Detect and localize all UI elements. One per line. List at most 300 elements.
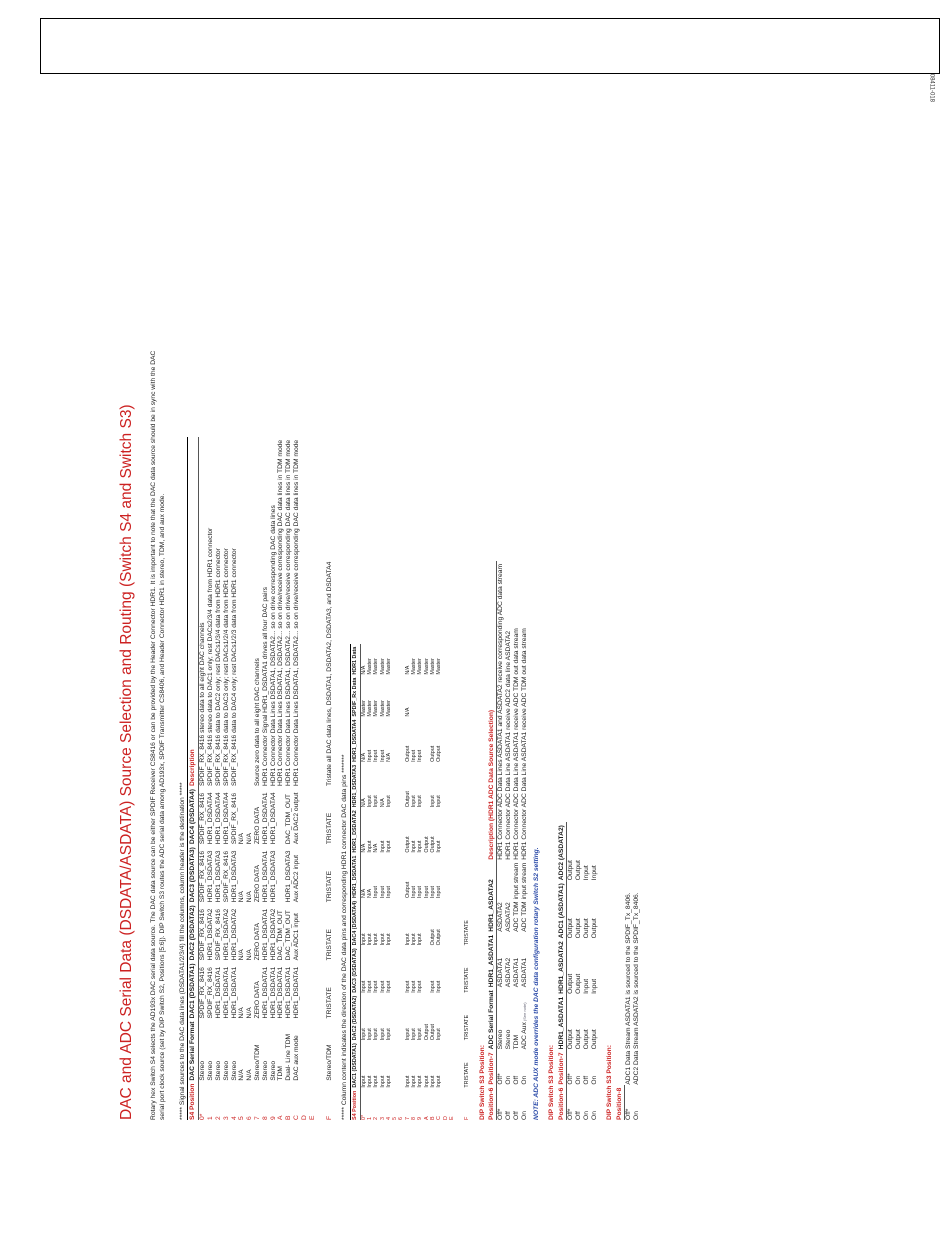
table-cell: TRISTATE bbox=[464, 967, 471, 993]
table-cell: TRISTATE bbox=[464, 1014, 471, 1041]
table-cell: Input bbox=[385, 1028, 392, 1041]
table-cell: Master bbox=[417, 658, 424, 675]
table-cell: Input bbox=[404, 1028, 411, 1041]
table-cell: Output bbox=[436, 745, 443, 762]
page-title: DAC and ADC Serial Data (DSDATA/ASDATA) Source Selection and Routing (Switch S4 and Switch S3) bbox=[118, 404, 135, 1120]
table-cell: N/A bbox=[360, 665, 367, 675]
table-cell: Output bbox=[590, 918, 598, 939]
table-cell: Input bbox=[366, 1075, 373, 1088]
column-header: S4 Position bbox=[188, 1081, 199, 1120]
table-row bbox=[285, 437, 293, 1120]
table-cell: Input bbox=[379, 840, 386, 853]
table-cell: Input bbox=[411, 749, 418, 762]
table-cell: Input bbox=[385, 885, 392, 898]
table-cell: On bbox=[582, 1111, 590, 1120]
table-row bbox=[277, 437, 285, 1120]
table-cell bbox=[309, 902, 317, 960]
table-cell: B bbox=[430, 1116, 437, 1120]
table2-note: ***** Column content indicates the direction of the DAC data pins and corresponding HDR1 connector DAC data pins ******* bbox=[341, 754, 349, 1120]
table-cell: Input bbox=[582, 865, 590, 881]
table-cell: Off* bbox=[567, 1073, 575, 1085]
table-cell: Input bbox=[379, 885, 386, 898]
table-cell: N/A bbox=[366, 888, 373, 898]
column-header: Description bbox=[188, 437, 199, 786]
table-cell: HDR1_DSDATA1 bbox=[285, 966, 293, 1019]
table-cell: Master bbox=[360, 700, 367, 717]
table-cell: 9 bbox=[269, 1116, 277, 1120]
column-header: HDR1 Data bbox=[351, 644, 360, 675]
intro-line: Rotary hex Switch S4 selects the AD193x DAC serial data source. The DAC data source can be either SPDIF Receiver CS8416 or can be provided by the Header Connector HDR1. It is important to note that the DAC data source should be in sync with the DAC bbox=[150, 350, 158, 1120]
table-row bbox=[270, 437, 278, 1120]
table-cell: E bbox=[308, 1115, 316, 1120]
table-cell: Input bbox=[373, 1075, 380, 1088]
table-cell: ADC TDM input stream bbox=[520, 862, 528, 932]
table-cell: Input bbox=[385, 1075, 392, 1088]
table1-note: ***** Signal sources to the DAC data lines (DSDATA1/2/3/4) fill the columns, column header is the destination ***** bbox=[178, 782, 186, 1120]
table-cell: Input bbox=[436, 1075, 443, 1088]
table-row bbox=[231, 437, 239, 1120]
table-cell: Stereo bbox=[214, 1060, 222, 1081]
dac-direction-table bbox=[350, 644, 470, 1120]
table-cell: 1 bbox=[366, 1117, 373, 1120]
table-cell: Input bbox=[411, 933, 418, 946]
table-cell: SPDIF_RX_8416 bbox=[207, 967, 215, 1019]
column-header: DAC1 (DSDATA1) bbox=[351, 1040, 360, 1087]
table-cell: Input bbox=[379, 980, 386, 993]
intro-paragraph bbox=[150, 120, 167, 1120]
table-cell: HDR1 Connector ADC Data Lines ASDATA1 and ASDATA2 receive corresponding ADC data stream bbox=[497, 563, 505, 860]
table-cell: Input bbox=[417, 980, 424, 993]
table-cell bbox=[246, 437, 254, 786]
s3-table-b-title: DIP Switch S3 Position: bbox=[548, 1045, 556, 1120]
table-cell: Input bbox=[423, 885, 430, 898]
table-cell: DAC aux mode bbox=[293, 1035, 301, 1081]
table-cell: ZERO DATA bbox=[253, 806, 261, 845]
table-cell: Output bbox=[430, 745, 437, 762]
table-cell: On bbox=[574, 1075, 582, 1085]
table-cell bbox=[301, 902, 309, 960]
table-cell: SPDIF_RX_8416 bbox=[230, 792, 238, 845]
table-cell: Source zero data to all eight DAC channels bbox=[253, 658, 261, 787]
table-cell: On bbox=[520, 1075, 528, 1085]
column-header: ADC Serial Format bbox=[488, 987, 496, 1049]
table-cell: HDR1_DSDATA3 bbox=[207, 850, 215, 903]
table-cell: Input bbox=[417, 1028, 424, 1041]
column-header: Position-6 bbox=[488, 1085, 496, 1120]
table-cell: 1 bbox=[207, 1116, 215, 1120]
table-cell: SPDIF_RX_8416 data to DAC3 only; rest DACs1/2/4 data from HDR1 connector bbox=[222, 548, 230, 787]
column-header: DAC4 (DSDATA4) bbox=[188, 786, 199, 844]
table-cell: TRISTATE bbox=[325, 870, 333, 903]
table-cell: Input bbox=[411, 1075, 418, 1088]
table-cell bbox=[238, 437, 246, 786]
table-cell: Input bbox=[379, 1075, 386, 1088]
table-row bbox=[591, 822, 599, 1120]
table-cell: HDR1_DSDATA1 bbox=[269, 966, 277, 1019]
table-row bbox=[309, 437, 317, 1120]
table-cell: Stereo bbox=[199, 1060, 207, 1081]
table-cell: HDR1 Connector Data Lines DSDATA1, DSDATA2... so on drive/receive corresponding DAC data lines in TDM mode bbox=[293, 439, 301, 787]
table-cell: Input bbox=[411, 840, 418, 853]
table-row bbox=[513, 561, 521, 1120]
column-header: Position-8 bbox=[616, 1085, 624, 1120]
adc-aux-note: NOTE: ADC AUX mode overrides the DAC data configuration rotary Switch S2 setting. bbox=[532, 847, 540, 1120]
table-cell: Input bbox=[436, 885, 443, 898]
table-cell: HDR1 Connector ADC Data Line ASDATA1 receive ADC TDM out data stream bbox=[520, 628, 528, 860]
table-cell: HDR1 Connector Signal HDR1_DSDATA1 drives all four DAC pairs bbox=[261, 587, 269, 787]
table-cell: Input bbox=[366, 749, 373, 762]
column-header: HDR1_ASDATA1 bbox=[558, 994, 566, 1050]
table-cell: TRISTATE bbox=[464, 1062, 471, 1088]
table-cell: 2 bbox=[214, 1116, 222, 1120]
table-cell: ZERO DATA bbox=[253, 981, 261, 1019]
table-cell: Output bbox=[430, 836, 437, 853]
table-cell: SPDIF_RX_8416 bbox=[199, 909, 207, 961]
table-cell: Input bbox=[379, 933, 386, 946]
column-header: DAC2 (DSDATA2) bbox=[351, 993, 360, 1040]
rotated-content bbox=[118, 100, 640, 1120]
table-cell: Stereo bbox=[207, 1060, 215, 1081]
table-cell: Input bbox=[436, 795, 443, 808]
column-header: DAC4 (DSDATA4) bbox=[351, 898, 360, 945]
table-cell: Off bbox=[505, 1111, 513, 1120]
table-cell: Input bbox=[417, 885, 424, 898]
table-cell: HDR1 Connector ADC Data Line ASDATA1 receive ADC2 data line ASDATA2 bbox=[505, 630, 513, 860]
table-cell: Aux ADC1 input bbox=[293, 913, 301, 961]
table-cell bbox=[301, 786, 309, 844]
table-cell: Output bbox=[567, 918, 575, 939]
table-cell: F bbox=[464, 1116, 471, 1120]
table-row bbox=[633, 889, 641, 1120]
table-cell: Stereo bbox=[222, 1060, 230, 1081]
table-cell: HDR1_DSDATA4 bbox=[222, 792, 230, 845]
table-cell: Master bbox=[436, 658, 443, 675]
table-cell: Aux ADC2 input bbox=[293, 855, 301, 903]
table-cell: 9 bbox=[417, 1117, 424, 1120]
table-cell: HDR1_DSDATA2 bbox=[222, 908, 230, 961]
table-cell: Tristate all DAC data lines, DSDATA1, DSDATA2, DSDATA3, and DSDATA4 bbox=[325, 561, 333, 787]
table-cell: ASDATA1 bbox=[520, 957, 528, 988]
table-cell: ASDATA1 bbox=[512, 957, 520, 988]
table-row bbox=[246, 437, 254, 1120]
table-cell: Input bbox=[582, 978, 590, 994]
column-header: Position-7 bbox=[488, 1049, 496, 1084]
table-cell: Input bbox=[411, 795, 418, 808]
table-cell: Input bbox=[360, 980, 367, 993]
column-header: HDR1_ASDATA2 bbox=[488, 860, 496, 932]
table-cell: Output bbox=[430, 1024, 437, 1041]
table-row bbox=[238, 437, 246, 1120]
table-cell: 8 bbox=[411, 1117, 418, 1120]
table-cell: N/A bbox=[360, 798, 367, 808]
table-cell: Input bbox=[404, 933, 411, 946]
table-cell: SPDIF_RX_8416 data to DAC2 only; rest DACs1/3/4 data from HDR1 connector bbox=[214, 548, 222, 787]
dac-source-table bbox=[187, 437, 333, 1120]
table-cell: Input bbox=[373, 933, 380, 946]
table-cell: ZERO DATA bbox=[253, 864, 261, 903]
table-cell: HDR1_DSDATA2 bbox=[207, 908, 215, 961]
table-cell: Off bbox=[582, 1075, 590, 1085]
table-cell: Off* bbox=[497, 1108, 505, 1120]
table-cell: C bbox=[293, 1115, 301, 1120]
table-cell: N/A bbox=[404, 665, 411, 675]
table-cell: TRISTATE bbox=[325, 929, 333, 961]
table-cell: HDR1 Connector Data Lines DSDATA1, DSDATA2... so on drive/receive corresponding DAC data lines in TDM mode bbox=[277, 439, 285, 787]
table-cell: Input bbox=[436, 1028, 443, 1041]
table-cell: Output bbox=[574, 860, 582, 881]
table-cell: N/A bbox=[238, 1069, 246, 1081]
table-cell: ASDATA2 bbox=[505, 957, 513, 988]
table-row bbox=[199, 437, 207, 1120]
table-cell: Input bbox=[373, 980, 380, 993]
table-cell: Input bbox=[373, 1028, 380, 1041]
table-cell: Master bbox=[373, 700, 380, 717]
table-cell: Output bbox=[574, 973, 582, 994]
column-header: DAC2 (DSDATA2) bbox=[188, 902, 199, 960]
table-cell: TDM bbox=[277, 1066, 285, 1081]
table-cell: Input bbox=[423, 1075, 430, 1088]
table-cell: Master bbox=[423, 658, 430, 675]
table-cell: D bbox=[442, 1116, 449, 1120]
table-cell: HDR1_DSDATA2 bbox=[230, 908, 238, 961]
column-header: ADC1 (ASDATA1) bbox=[558, 880, 566, 938]
table-cell: Input bbox=[366, 933, 373, 946]
table-cell bbox=[301, 844, 309, 902]
table-cell: SPDIF_RX_8416 bbox=[222, 850, 230, 903]
table-cell: Input bbox=[385, 840, 392, 853]
table-cell bbox=[301, 1018, 309, 1080]
table-cell: HDR1 Connector ADC Data Line ASDATA1 receive ADC TDM out data stream bbox=[512, 628, 520, 860]
table-cell: 7 bbox=[253, 1116, 261, 1120]
table-cell: HDR1_DSDATA3 bbox=[230, 850, 238, 903]
table-cell: Master bbox=[385, 700, 392, 717]
table-cell: Input bbox=[590, 865, 598, 881]
table-cell: 3 bbox=[379, 1117, 386, 1120]
table-cell: ZERO DATA bbox=[253, 923, 261, 961]
table-cell: E bbox=[448, 1116, 455, 1120]
table-cell: Output bbox=[574, 918, 582, 939]
table-cell: HDR1_DSDATA1 bbox=[222, 966, 230, 1019]
table-cell: Input bbox=[366, 840, 373, 853]
table-cell: N/A bbox=[373, 843, 380, 853]
table-cell: Master bbox=[379, 700, 386, 717]
table-row bbox=[215, 437, 223, 1120]
table-row bbox=[505, 561, 513, 1120]
table-cell: Output bbox=[404, 881, 411, 898]
table-cell: Off* bbox=[625, 1108, 632, 1120]
table-cell: 6 bbox=[398, 1117, 405, 1120]
table-cell: N/A bbox=[246, 833, 254, 845]
table-cell: HDR1_DSDATA1 bbox=[293, 966, 301, 1019]
table-cell: HDR1_DSDATA4 bbox=[207, 792, 215, 845]
table-cell: Input bbox=[417, 795, 424, 808]
table-cell: F bbox=[325, 1115, 333, 1120]
table-cell: HDR1_DSDATA1 bbox=[261, 850, 269, 903]
column-header: DAC3 (DSDATA3) bbox=[351, 945, 360, 992]
table-cell: N/A bbox=[238, 833, 246, 845]
table-cell: Input bbox=[385, 795, 392, 808]
table-cell: HDR1_DSDATA1 bbox=[261, 966, 269, 1019]
table-cell: Stereo/TDM bbox=[253, 1044, 261, 1081]
table-cell: N/A bbox=[404, 707, 411, 717]
table-cell: Master bbox=[430, 658, 437, 675]
table-cell: HDR1_DSDATA4 bbox=[214, 792, 222, 845]
column-header: Position-7 bbox=[558, 1049, 566, 1084]
table-cell: D bbox=[300, 1115, 308, 1120]
table-cell: Output bbox=[567, 860, 575, 881]
table-cell: Stereo bbox=[505, 1029, 513, 1050]
table-cell: Input bbox=[417, 933, 424, 946]
adc-direction-table bbox=[558, 822, 598, 1120]
table-cell: On bbox=[520, 1111, 528, 1120]
table-cell: Output bbox=[430, 929, 437, 946]
table-cell: Off* bbox=[567, 1108, 575, 1120]
table-cell: DAC_TDM_OUT bbox=[285, 910, 293, 961]
table-cell: Master bbox=[373, 658, 380, 675]
table-cell: ASDATA2 bbox=[497, 902, 505, 932]
table-cell bbox=[301, 960, 309, 1018]
column-header: HDR1_DSDATA2 bbox=[351, 807, 360, 852]
column-header: HDR1_ASDATA1 bbox=[488, 932, 496, 988]
column-header: SPDIF_Rx Data bbox=[351, 675, 360, 717]
table-cell: Dual- Line TDM bbox=[285, 1033, 293, 1081]
table-cell: Output bbox=[404, 791, 411, 808]
table-cell: Input bbox=[366, 1028, 373, 1041]
table-cell bbox=[455, 762, 470, 807]
column-header: Description (HDR1 ADC Data Source Selection) bbox=[488, 561, 496, 860]
table-cell: Output bbox=[582, 918, 590, 939]
table-cell bbox=[309, 437, 317, 786]
table-cell: SPDIF_RX_8416 bbox=[199, 967, 207, 1019]
intro-line: serial port clock source (set by DIP Switch S2, Positions [5:6]). DIP Switch S3 routes the ADC serial data among AD193x, SPDIF Transmitter CS8406, and Header Connector HDR1 in stereo, TDM, and aux mode. bbox=[158, 493, 166, 1120]
table-cell: Input bbox=[430, 885, 437, 898]
column-header: S4 Position bbox=[351, 1088, 360, 1120]
table-cell: Input bbox=[436, 840, 443, 853]
table-cell: 5 bbox=[238, 1116, 246, 1120]
table-cell: 4 bbox=[230, 1116, 238, 1120]
table-cell: Input bbox=[417, 840, 424, 853]
table-cell: 8 bbox=[261, 1116, 269, 1120]
table-cell: Off bbox=[512, 1075, 520, 1085]
column-header: HDR1_DSDATA3 bbox=[351, 762, 360, 807]
table-cell: Input bbox=[373, 885, 380, 898]
table-cell: Output bbox=[567, 1029, 575, 1050]
table-cell: 6 bbox=[246, 1116, 254, 1120]
table-row bbox=[360, 644, 367, 1120]
table-cell bbox=[309, 786, 317, 844]
table-cell: HDR1_DSDATA1 bbox=[261, 792, 269, 845]
column-header: HDR1_ASDATA2 bbox=[558, 938, 566, 994]
column-header: DAC Serial Format bbox=[188, 1018, 199, 1080]
table-row bbox=[223, 437, 231, 1120]
table-cell: 4 bbox=[385, 1117, 392, 1120]
table-cell: N/A bbox=[385, 752, 392, 762]
table-cell: SPDIF_RX_8416 bbox=[199, 792, 207, 845]
table-cell: Input bbox=[379, 749, 386, 762]
column-header: HDR1_DSDATA1 bbox=[351, 853, 360, 898]
table-cell: HDR1_DSDATA3 bbox=[214, 850, 222, 903]
table-cell: SPDIF_RX_8416 stereo data to DAC1 only; rest DACs2/3/4 data from HDR1 connector bbox=[207, 527, 215, 787]
table-cell: Output bbox=[404, 836, 411, 853]
figure-code: 08411-018 bbox=[928, 73, 934, 102]
table-cell: Master bbox=[366, 700, 373, 717]
column-header: DAC1 (DSDATA1) bbox=[188, 960, 199, 1018]
table-cell: TRISTATE bbox=[325, 812, 333, 845]
table-row bbox=[207, 437, 215, 1120]
table-cell: 0* bbox=[360, 1114, 367, 1120]
table-cell: Input bbox=[430, 795, 437, 808]
table-cell: Off bbox=[574, 1111, 582, 1120]
table-cell: Input bbox=[373, 795, 380, 808]
aux-note-ref: (See note) bbox=[521, 1002, 527, 1023]
table-cell: Output bbox=[436, 929, 443, 946]
column-header: ADC2 (ASDATA2) bbox=[558, 822, 566, 880]
table-cell: N/A bbox=[360, 752, 367, 762]
table-cell: TRISTATE bbox=[464, 920, 471, 946]
table-cell: ASDATA1 bbox=[497, 957, 505, 988]
table-cell: Input bbox=[590, 978, 598, 994]
table-cell: DAC_TDM_OUT bbox=[285, 793, 293, 845]
table-cell: Input bbox=[436, 980, 443, 993]
table-cell: Output bbox=[582, 1029, 590, 1050]
table-cell: Input bbox=[360, 1028, 367, 1041]
table-cell: HDR1 Connector Data Lines DSDATA1, DSDATA2... so on drive/receive corresponding DAC data lines in TDM mode bbox=[285, 439, 293, 787]
table-cell: ADC Aux (See note) bbox=[520, 1002, 528, 1050]
table-cell: N/A bbox=[360, 888, 367, 898]
table-cell: Output bbox=[404, 745, 411, 762]
table-cell: Master bbox=[366, 658, 373, 675]
table-row bbox=[262, 437, 270, 1120]
table-cell: A bbox=[277, 1115, 285, 1120]
table-cell: Master bbox=[379, 658, 386, 675]
table-cell: DAC_TDM_OUT bbox=[277, 910, 285, 961]
table-row bbox=[301, 437, 309, 1120]
table-cell: Input bbox=[366, 795, 373, 808]
table-cell bbox=[455, 644, 470, 675]
table-cell: HDR1_DSDATA3 bbox=[285, 850, 293, 903]
adc-format-table bbox=[488, 561, 528, 1120]
table-cell: Stereo bbox=[497, 1029, 505, 1050]
table-cell: HDR1_DSDATA3 bbox=[269, 850, 277, 903]
table-cell: Input bbox=[411, 1028, 418, 1041]
table-cell: TRISTATE bbox=[325, 987, 333, 1019]
table-cell: ADC1 Data Stream ASDATA1 is sourced to the SPDIF_Tx_8406. bbox=[624, 892, 632, 1085]
table-cell: Stereo/TDM bbox=[325, 1044, 333, 1081]
table-cell: On bbox=[590, 1075, 598, 1085]
table-cell: Master bbox=[411, 658, 418, 675]
table-cell: Off bbox=[512, 1111, 520, 1120]
table-cell bbox=[455, 807, 470, 852]
table-cell: 0* bbox=[199, 1113, 207, 1120]
table-cell: Input bbox=[430, 980, 437, 993]
table-cell bbox=[309, 844, 317, 902]
table-cell: B bbox=[285, 1115, 293, 1120]
table-cell: Output bbox=[567, 973, 575, 994]
s3-table-c-title: DIP Switch S3 Position: bbox=[606, 1045, 614, 1120]
page-header-box bbox=[40, 18, 940, 74]
table-cell: N/A bbox=[246, 949, 254, 961]
table-cell: Input bbox=[373, 749, 380, 762]
table-row bbox=[455, 644, 470, 1120]
table-cell: SPDIF_RX_8416 bbox=[214, 909, 222, 961]
table-cell: On bbox=[505, 1075, 513, 1085]
table-cell: Input bbox=[366, 980, 373, 993]
table-cell: N/A bbox=[246, 1069, 254, 1081]
table-cell: HDR1_DSDATA1 bbox=[214, 966, 222, 1019]
table-cell: Input bbox=[379, 1028, 386, 1041]
table-cell bbox=[277, 844, 285, 902]
table-cell: C bbox=[436, 1116, 443, 1120]
